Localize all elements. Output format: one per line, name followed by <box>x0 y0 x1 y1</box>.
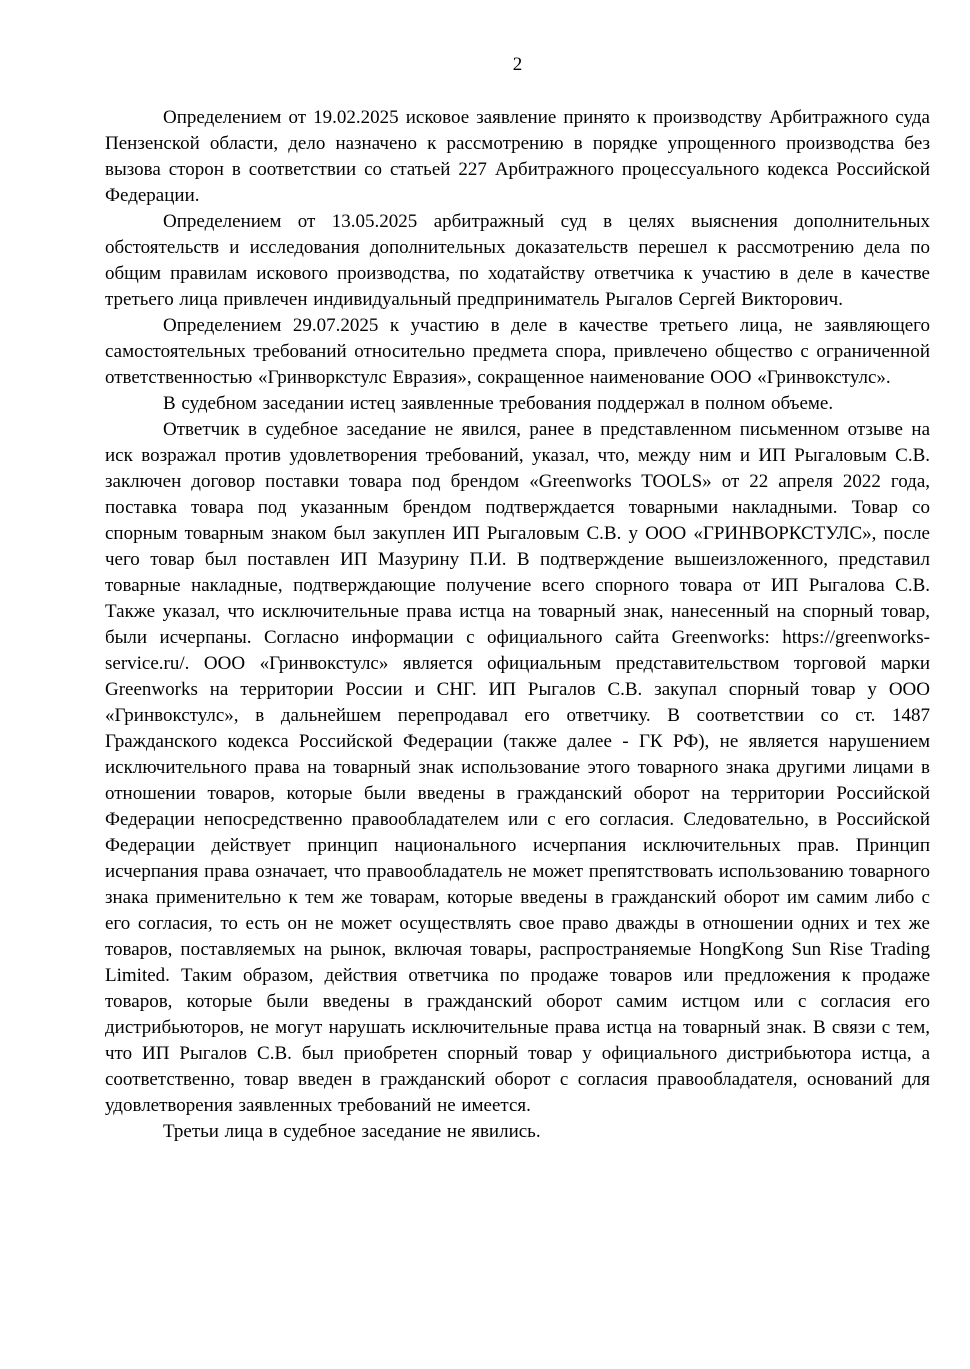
page-number: 2 <box>512 54 523 75</box>
paragraph-ruling-29-07-2025: Определением 29.07.2025 к участию в деле в качестве третьего лица, не заявляющего самостоятельных требований относительно предмета спора, привлечено общество с ограниченной ответственностью «Гринворкстулс Евразия», сокращенное наименование ООО «Гринвокстулс». <box>105 315 930 388</box>
paragraph-plaintiff-position: В судебном заседании истец заявленные требования поддержал в полном объеме. <box>163 393 834 414</box>
paragraph-third-parties: Третьи лица в судебное заседание не явились. <box>163 1121 541 1142</box>
paragraph-ruling-19-02-2025: Определением от 19.02.2025 исковое заявление принято к производству Арбитражного суда Пензенской области, дело назначено к рассмотрению в порядке упрощенного производства без вызова сторон в соответствии со статьей 227 Арбитражного процессуального кодекса Российской Федерации. <box>105 107 930 206</box>
paragraph-ruling-13-05-2025: Определением от 13.05.2025 арбитражный суд в целях выяснения дополнительных обстоятельств и исследования дополнительных доказательств перешел к рассмотрению дела по общим правилам искового производства, по ходатайству ответчика к участию в деле в качестве третьего лица привлечен индивидуальный предприниматель Рыгалов Сергей Викторович. <box>105 211 930 310</box>
paragraph-defendant-position: Ответчик в судебное заседание не явился, ранее в представленном письменном отзыве на иск возражал против удовлетворения требований, указал, что, между ним и ИП Рыгаловым С.В. заключен договор поставки товара под брендом «Greenworks TOOLS» от 22 апреля 2022 года, поставка товара под указанным брендом подтверждается товарными накладными. Товар со спорным товарным знаком был закуплен ИП Рыгаловым С.В. у ООО «ГРИНВОРКСТУЛС», после чего товар был поставлен ИП Мазурину П.И. В подтверждение вышеизложенного, представил товарные накладные, подтверждающие получение всего спорного товара от ИП Рыгалова С.В. Также указал, что исключительные права истца на товарный знак, нанесенный на спорный товар, были исчерпаны. Согласно информации с официального сайта Greenworks: https://greenworks- service.ru/. ООО «Гринвокстулс» является официальным представительством торговой марки Greenworks на территории России и СНГ. ИП Рыгалов С.В. закупал спорный товар у ООО «Гринвокстулс», в дальнейшем перепродавал его ответчику. В соответствии со ст. 1487 Гражданского кодекса Российской Федерации (также далее - ГК РФ), не является нарушением исключительного права на товарный знак использование этого товарного знака другими лицами в отношении товаров, которые были введены в гражданский оборот на территории Российской Федерации непосредственно правообладателем или с его согласия. Следовательно, в Российской Федерации действует принцип национального исчерпания исключительных прав. Принцип исчерпания права означает, что правообладатель не может препятствовать использованию товарного знака применительно к тем же товарам, которые введены в гражданский оборот им самим либо с его согласия, то есть он не может осуществлять свое право дважды в отношении одних и тех же товаров, поставляемых на рынок, включая товары, распространяемые HongKong Sun Rise Trading Limited. Таким образом, действия ответчика по продаже товаров или предложения к продаже товаров, которые были введены в гражданский оборот самим истцом или с согласия его дистрибьюторов, не могут нарушать исключительные права истца на товарный знак. В связи с тем, что ИП Рыгалов С.В. был приобретен спорный товар у официального дистрибьютора истца, а соответственно, товар введен в гражданский оборот с согласия правообладателя, оснований для удовлетворения заявленных требований не имеется. <box>105 419 930 1116</box>
document-body <box>105 105 930 1145</box>
